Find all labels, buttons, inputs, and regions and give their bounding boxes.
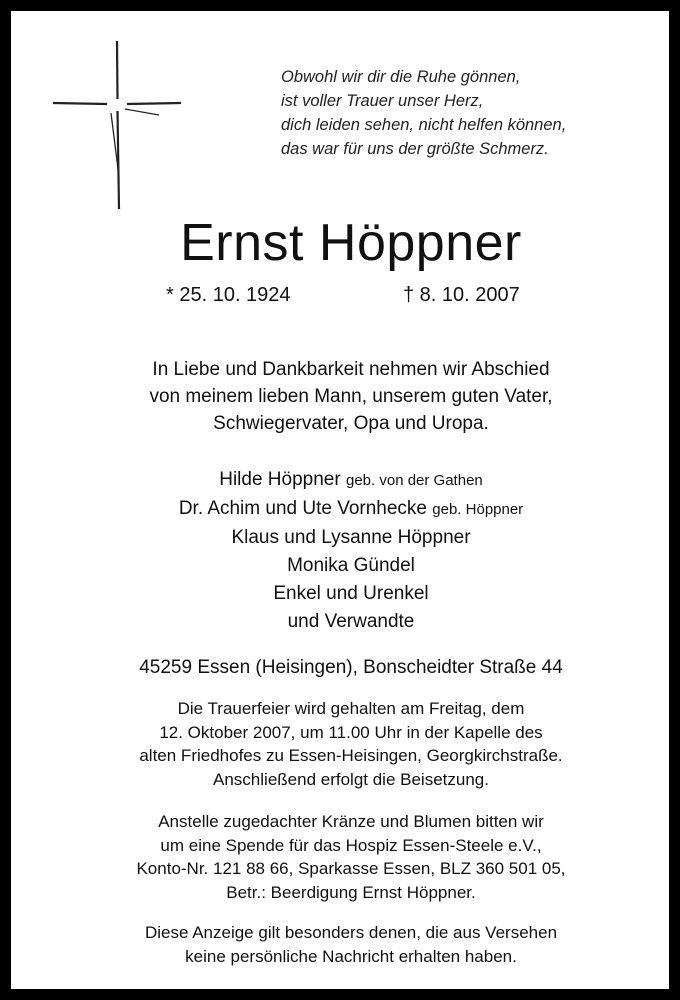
family-line: Enkel und Urenkel (273, 583, 429, 604)
donation-line: Konto-Nr. 121 88 66, Sparkasse Essen, BLZ 360 501 05, (136, 859, 566, 878)
notice-line: keine persönliche Nachricht erhalten haben. (185, 946, 517, 966)
family-line: Monika Gündel (287, 555, 415, 576)
funeral-line: Die Trauerfeier wird gehalten am Freitag, dem (177, 699, 525, 718)
poem-line: ist voller Trauer unser Herz, (281, 92, 484, 110)
donation-line: um eine Spende für das Hospiz Essen-Steele e.V., (160, 835, 542, 855)
family-list (31, 466, 671, 636)
cross-icon (51, 39, 183, 211)
poem-line: das war für uns der größte Schmerz. (281, 140, 549, 158)
funeral-line: 12. Oktober 2007, um 11.00 Uhr in der Kapelle des (159, 722, 543, 742)
farewell-text (31, 356, 671, 437)
birth-date: * 25. 10. 1924 (166, 284, 291, 306)
family-member-name: Hilde Höppner (219, 469, 341, 490)
address-line: 45259 Essen (Heisingen), Bonscheidter Straße 44 (139, 657, 563, 678)
poem-line: Obwohl wir dir die Ruhe gönnen, (281, 68, 521, 86)
notice-line: Diese Anzeige gilt besonders denen, die aus Versehen (144, 923, 558, 942)
death-date: † 8. 10. 2007 (403, 284, 520, 306)
donation-line: Anstelle zugedachter Kränze und Blumen bitten wir (158, 812, 544, 831)
notice-text (31, 921, 671, 968)
funeral-line: Anschließend erfolgt die Beisetzung. (213, 769, 489, 789)
donation-line: Betr.: Beerdigung Ernst Höppner. (226, 882, 476, 902)
address (31, 655, 671, 681)
maiden-name-note: geb. Höppner (432, 501, 524, 518)
maiden-name-note: geb. von der Gathen (345, 472, 483, 489)
family-line (31, 495, 671, 524)
farewell-line: Schwiegervater, Opa und Uropa. (213, 413, 489, 434)
family-member-name: Dr. Achim und Ute Vornhecke (178, 498, 427, 519)
poem (281, 65, 671, 161)
funeral-info (31, 697, 671, 791)
donation-info (31, 810, 671, 904)
funeral-line: alten Friedhofes zu Essen-Heisingen, Georgkirchstraße. (139, 746, 563, 765)
family-line (31, 466, 671, 495)
farewell-line: von meinem lieben Mann, unserem guten Vater, (149, 386, 553, 407)
farewell-line: In Liebe und Dankbarkeit nehmen wir Abschied (152, 359, 550, 380)
deceased-name: Ernst Höppner (180, 214, 522, 272)
family-line: Klaus und Lysanne Höppner (231, 527, 471, 548)
poem-line: dich leiden sehen, nicht helfen können, (281, 116, 567, 134)
family-line: und Verwandte (287, 611, 415, 632)
